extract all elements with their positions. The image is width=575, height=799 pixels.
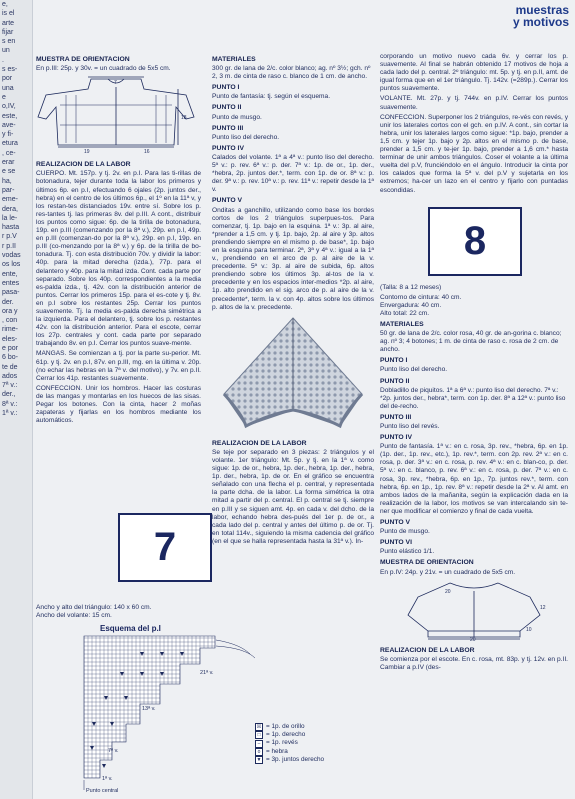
- strip-line: e por: [2, 344, 18, 352]
- triangle-size: Ancho y alto del triángulo: 140 x 60 cm.: [36, 604, 152, 611]
- orientation-title-3: MUESTRA DE ORIENTACION: [380, 559, 474, 567]
- legend-item: [255, 748, 324, 756]
- punto-2-title-3: PUNTO II: [380, 377, 410, 385]
- strip-line: 7ª v.:: [2, 382, 18, 390]
- realizacion-text-2: Se teje por separado en 3 piezas: 2 triángulos y el volante. 1er triángulo: Mt. 5p. y tj. en la 1ª v. como sigue: 1p. de or., hebra, 1p. der., hebra, 1p. der., hebra, 1p. der., hebra, 1p. de or. En el gráfico se encuentra señalado con una flecha el p. central, y representada la parte dcha. de la labor. La forma simétrica la otra mitad a partir del p. central. El p. central se tj. siempre en p.III y se siguen amt. 4p. en cada v. del dcho. de la labor, echando hebra des-pués del 1er p. de or., a cada lado del p. central y antes del último p. de or. Tj. en total 114v., siguiendo la misma cadencia del gráfico (en el que se halla representada hasta la 31ª v.). In-: [212, 448, 374, 545]
- diagram-label-2: 12: [540, 604, 546, 611]
- mangas-text: MANGAS. Se comienzan a tj. por la parte su-perior. Mt. 61p. y tj. 2v. en p.I, 87v. en p.III, mg. en la última v. 20p. (no echar las hebras en la 7ª v. del motivo), y 7v. en p.II. Cerrar los 41p. restantes suavemente.: [36, 350, 201, 382]
- confeccion-text-3: CONFECCION. Superponer los 2 triángulos, re-vés con revés, y unir los laterales cortos con el gch. en p.IV. A cont., sin cortar la hebra, unir los laterales largos como sigue: *1p. bajo, prender a 1,5 cm. y tejer 1p. bajo y 2p. altos en el mismo p. de base, prender a 1,5 cm. y te-jer 1p. bajo, prender a 1,6 cm.* hasta terminar de unir ambos triángulos. Coser el volante a la última vuelta del p.V, frunciéndolo en el ángulo. Introducir la cinta por los calados que forma la 5ª v. del p.V y sujetarla en los extremos; ha-cer un lazo en el centro y fijarlo con puntadas escondidas.: [380, 113, 568, 194]
- punto-3-title: PUNTO III: [212, 124, 244, 132]
- strip-line: fijar: [2, 28, 14, 36]
- column-2: [212, 53, 374, 548]
- strip-line: par-: [2, 186, 15, 194]
- legend-item: [255, 739, 324, 747]
- selvage-icon: ☒: [256, 724, 262, 731]
- punto-4-text: Calados del volante. 1ª a 4ª v.: punto liso del derecho. 5ª v.: p. rev. 6ª v.: p. der. 7ª v.: 1p. de or., 1p. der., *hebra, 2p. juntos der.*, term. con 1p. de or. 8ª v.: p. der. 9ª v.: p. rev. 10ª v.: p. rev. 11ª v.: repetir desde la 1ª v.: [212, 153, 374, 194]
- legend-text: = hebra: [266, 747, 288, 755]
- punto-6-title-3: PUNTO VI: [380, 539, 412, 547]
- center-stitch-label: Punto central: [86, 788, 119, 794]
- strip-line: eme-: [2, 196, 18, 204]
- strip-line: eles-: [2, 335, 18, 343]
- punto-1-text: Punto de fantasía: tj. según el esquema.: [212, 93, 331, 101]
- strip-line: o,IV,: [2, 103, 16, 111]
- strip-line: , ce-: [2, 149, 16, 157]
- stitch-chart: [40, 634, 280, 794]
- strip-line: 1ª v.:: [2, 410, 18, 418]
- strip-line: pasa-: [2, 289, 20, 297]
- strip-line: ados: [2, 372, 18, 380]
- diagram-width-2: 16: [144, 149, 150, 156]
- height-text: Alto total: 22 cm.: [380, 309, 430, 317]
- diagram-label-4: 20: [470, 636, 476, 641]
- punto-1-text-3: Punto liso del derecho.: [380, 366, 448, 374]
- punto-4-title-3: PUNTO IV: [380, 434, 412, 442]
- strip-line: entes: [2, 279, 20, 287]
- punto-1-title: PUNTO I: [212, 84, 240, 92]
- materials-title-3: MATERIALES: [380, 320, 424, 328]
- strip-line: la le-: [2, 214, 18, 222]
- strip-line: hasta: [2, 224, 20, 232]
- strip-line: vodas: [2, 252, 21, 260]
- cardigan-diagram: [36, 75, 201, 155]
- strip-line: ente,: [2, 270, 18, 278]
- row-label-1: 1ª v.: [102, 776, 113, 782]
- realizacion-title: REALIZACION DE LA LABOR: [36, 161, 131, 169]
- volante-width: Ancho del volante: 15 cm.: [36, 612, 112, 619]
- strip-line: este,: [2, 112, 18, 120]
- punto-5-title-3: PUNTO V: [380, 519, 411, 527]
- legend-item: [255, 756, 324, 764]
- strip-line: , con: [2, 317, 18, 325]
- strip-line: is el: [2, 10, 15, 18]
- column-3: [380, 53, 568, 674]
- strip-line: etura: [2, 140, 18, 148]
- punto-3-title-3: PUNTO III: [380, 413, 412, 421]
- row-label-7: 7ª v.: [108, 748, 119, 754]
- strip-line: der.: [2, 298, 14, 306]
- yarn-over-icon: o: [255, 748, 263, 756]
- strip-line: der.,: [2, 391, 16, 399]
- strip-line: arte: [2, 19, 15, 27]
- punto-4-title: PUNTO IV: [212, 144, 244, 152]
- strip-line: r p.II: [2, 242, 17, 250]
- strip-line: ave-: [2, 121, 16, 129]
- row-label-13: 13ª v.: [142, 706, 156, 712]
- waist-text: Contorno de cintura: 40 cm.: [380, 293, 462, 301]
- strip-line: ora y: [2, 307, 18, 315]
- punto-5-title: PUNTO V: [212, 197, 243, 205]
- punto-3-text-3: Punto liso del revés.: [380, 423, 440, 430]
- blanket-photo: [212, 314, 374, 434]
- orientation-text-3: En p.IV: 24p. y 21v. = un cuadrado de 5x5 cm.: [380, 568, 516, 576]
- row-label-21: 21ª v.: [200, 670, 214, 676]
- cuerpo-text: CUERPO. Mt. 157p. y tj. 2v. en p.I. Para las ti-rillas de botonadura, tejer durante toda la labor los primeros y últimos 6p. en p.I, efectuando 6 ojales (2p. juntos der., hebra) en el centro de los últimos 6p., el 1º en la 11ª v, y los restan-tes distanciados 19v. entre sí. Sobre los p. res-tantes tj. las primeras 8v. del p.III. A cont., distribuir los puntos como sigue: 6p. de la tirilla de botonadura, 19p. en p.III (comenzando por la 8ª v.), 29p. en p.I, 49p. en p.III (comenzan-do por la 8ª v.), 29p. en p.I, 19p. en p.III (co-menzando por la 8ª v.) y 6p. de la tirilla de bo-tonadura. Tj. con esta distribución 70v. y dividir la labor: 40p. para la mitad derecha (izda.), 77p. para el delantero y 40p. para la mitad izda. Cont. cada parte por separado. Sobre los 40p. correspondientes a la media es-palda izda., tj. 42v. con la distribución anterior de puntos. Cerrar los primeros 15p. para el es-cote y tj. 8v. en p.I sobre los restantes 25p. Cerrar los puntos suavemente. Tj. la media es-palda derecha simétrica a la izquierda. Para el delantero, tj. sobre los p. restantes 42v. con la distribución anterior. Para el escote, cerrar los 27p. centrales y cont. cada parte por separado trabajando 8v. en p.I. Cerrar los puntos suave-mente.: [36, 170, 201, 348]
- orientation-title: MUESTRA DE ORIENTACION: [36, 56, 130, 63]
- diagram-label-3: 10: [526, 626, 532, 633]
- brand-line-2: y motivos: [512, 15, 569, 29]
- decrease-icon: ▼: [256, 756, 262, 763]
- realizacion-text-3: Se comienza por el escote. En c. rosa, mt. 83p. y tj. 12v. en p.II. Cambiar a p.IV (des-: [380, 655, 568, 671]
- strip-line: os los: [2, 261, 21, 269]
- legend-text: = 1p. revés: [266, 739, 298, 747]
- materials-text: 300 gr. de lana de 2/c. color blanco; ag. nº 3½; gch. nº 2, 3 m. de cinta de raso c. blanco de 1 cm. de ancho.: [212, 65, 371, 81]
- jacket-diagram: [380, 579, 568, 641]
- strip-line: e,: [2, 1, 8, 8]
- punto-6-text-3: Punto elástico 1/1.: [380, 548, 435, 556]
- diagram-height: 18: [181, 115, 187, 122]
- strip-line: dera,: [2, 205, 18, 213]
- knit-icon: □: [255, 731, 263, 739]
- diagram-width-1: 19: [84, 149, 90, 156]
- strip-line: s en: [2, 38, 16, 46]
- strip-line: rime-: [2, 326, 18, 334]
- legend-text: = 1p. derecho: [266, 731, 306, 739]
- punto-4-text-3: Punto de fantasía. 1ª v.: en c. rosa, 3p. rev., *hebra, 6p. en 1p. (1p. der., 1p. rev., etc.), 1p. rev.*, term. con 2p. rev. 2ª v.: en c. rosa, p. der. 3ª v.: en c. rosa, p. rev. 4ª v.: en c. blan-co, p. der. 5ª v.: en c. blanco, p. rev. 6ª v.: en c. rosa, p. der. 7ª v.: en c. rosa, 3p. rev., *hebra, 6p. en 1p., 7p. juntos rev.*, term. con hebra, 6p. en 1p., 1p. rev. 8ª v.: repetir desde la 2ª v. Al amt. en ambos lados de la mañanita, según la explicación dada en la realización de la labor, los motivos se van intercalando sin te-ner que modificar el comienzo y final de cada vuelta.: [380, 443, 568, 515]
- legend-item: [255, 731, 324, 739]
- previous-page-strip: [0, 0, 33, 799]
- chart-title: Esquema del p.I: [100, 624, 161, 633]
- brand-logo: [513, 4, 569, 28]
- realizacion-title-2: REALIZACION DE LA LABOR: [212, 439, 307, 447]
- strip-line: r p.V: [2, 233, 17, 241]
- strip-line: y fi-: [2, 131, 14, 139]
- strip-line: e se: [2, 168, 16, 176]
- strip-line: ha,: [2, 177, 12, 185]
- realizacion-title-3: REALIZACION DE LA LABOR: [380, 646, 475, 654]
- punto-5-text-3: Punto de musgo.: [380, 528, 430, 536]
- confeccion-text: CONFECCION. Unir los hombros. Hacer las costuras de las mangas y montarlas en los huecos de las sisas. Pegar los botones. Con la cinta, hacer 2 moñas zapateras y fijarlas en los hombros mediante los automáticos.: [36, 384, 201, 425]
- pattern-number-7: 7: [118, 513, 212, 582]
- pattern-number-8: 8: [428, 207, 522, 276]
- orientation-text: En p.III: 25p. y 30v. = un cuadrado de 5x5 cm.: [36, 65, 171, 73]
- punto-5-text: Onditas a ganchillo, utilizando como base los bordes cortos de los 2 triángulos superpues-tos. Para comenzar, tj. 1p. bajo en la esquina. 1ª v.: 3p. al aire, *prender a 1,5 cm. y tj. 1p. bajo, 2p. al aire y 3p. altos prendiendo siempre en el mismo p. de base*, 1p. bajo en la esquina para terminar. 2ª, 3ª y 4ª v.: igual a la 1ª v., prendiendo en el arco de p. al aire de la v. precedente. 5ª v.: 3p. al aire de subida, 6p. altos prendiendo sobre los últimos 3p. al-tos de la v. precedente y en los espacios inter-medios *2p. al aire, 1p. alto prendido en el sig. arco de p. al aire de la v. precedente*, term. la v. con 4p. altos sobre los últimos p. altos de la v. precedente.: [212, 206, 374, 311]
- strip-line: s es-: [2, 66, 18, 74]
- span-text: Envergadura: 40 cm.: [380, 301, 442, 309]
- volante-text: VOLANTE. Mt. 27p. y tj. 744v. en p.IV. Cerrar los puntos suavemente.: [380, 95, 568, 111]
- strip-line: un: [2, 47, 10, 55]
- chart-legend: [255, 723, 324, 764]
- materials-text-3: 50 gr. de lana de 2/c. color rosa, 40 gr. de an-gorina c. blanco; ag. nº 3; 4 botones; 1 m. de cinta de raso c. rosa de 2 cm. de ancho.: [380, 330, 562, 354]
- legend-item: [255, 723, 324, 731]
- punto-1-title-3: PUNTO I: [380, 357, 408, 365]
- size-text: (Talla: 8 a 12 meses): [380, 283, 442, 291]
- strip-line: te de: [2, 363, 18, 371]
- punto-2-text: Punto de musgo.: [212, 113, 262, 121]
- strip-line: 8ª v.:: [2, 400, 18, 408]
- diagram-neck-label: 7: [114, 80, 117, 87]
- strip-line: erar: [2, 159, 15, 167]
- strip-line: 6 bo-: [2, 354, 18, 362]
- strip-line: por: [2, 75, 13, 83]
- brand-line-1: muestras: [515, 3, 569, 17]
- triangle-dimensions: [36, 604, 206, 620]
- column-1: [36, 53, 201, 427]
- triangle-continuation-text: corporando un motivo nuevo cada 6v. y cerrar los p. suavemente. Al final se habrán obtenido 17 motivos de hoja a cada lado del p. central. 2º triángulo: mt. 5p. y tj. en p.II, amt. de igual forma que en el 1er triángulo. Tj. 142v. (=289p.). Cerrar los puntos suavemente.: [380, 53, 568, 93]
- strip-line: .: [2, 56, 4, 64]
- punto-3-text: Punto liso del derecho.: [212, 133, 280, 141]
- diagram-label-1: 20: [445, 588, 451, 595]
- legend-text: = 3p. juntos derecho: [266, 755, 325, 763]
- legend-text: = 1p. de orillo: [266, 723, 305, 730]
- materials-title: MATERIALES: [212, 56, 256, 63]
- punto-2-text-3: Dobladillo de piquitos. 1ª a 6ª v.: punto liso del derecho. 7ª v.: *2p. juntos der., hebra*, term. con 1p. der. 8ª a 12ª v.: punto liso del de-recho.: [380, 386, 566, 410]
- strip-line: e: [2, 93, 6, 101]
- strip-line: una: [2, 84, 14, 92]
- purl-icon: –: [255, 740, 263, 748]
- punto-2-title: PUNTO II: [212, 104, 242, 112]
